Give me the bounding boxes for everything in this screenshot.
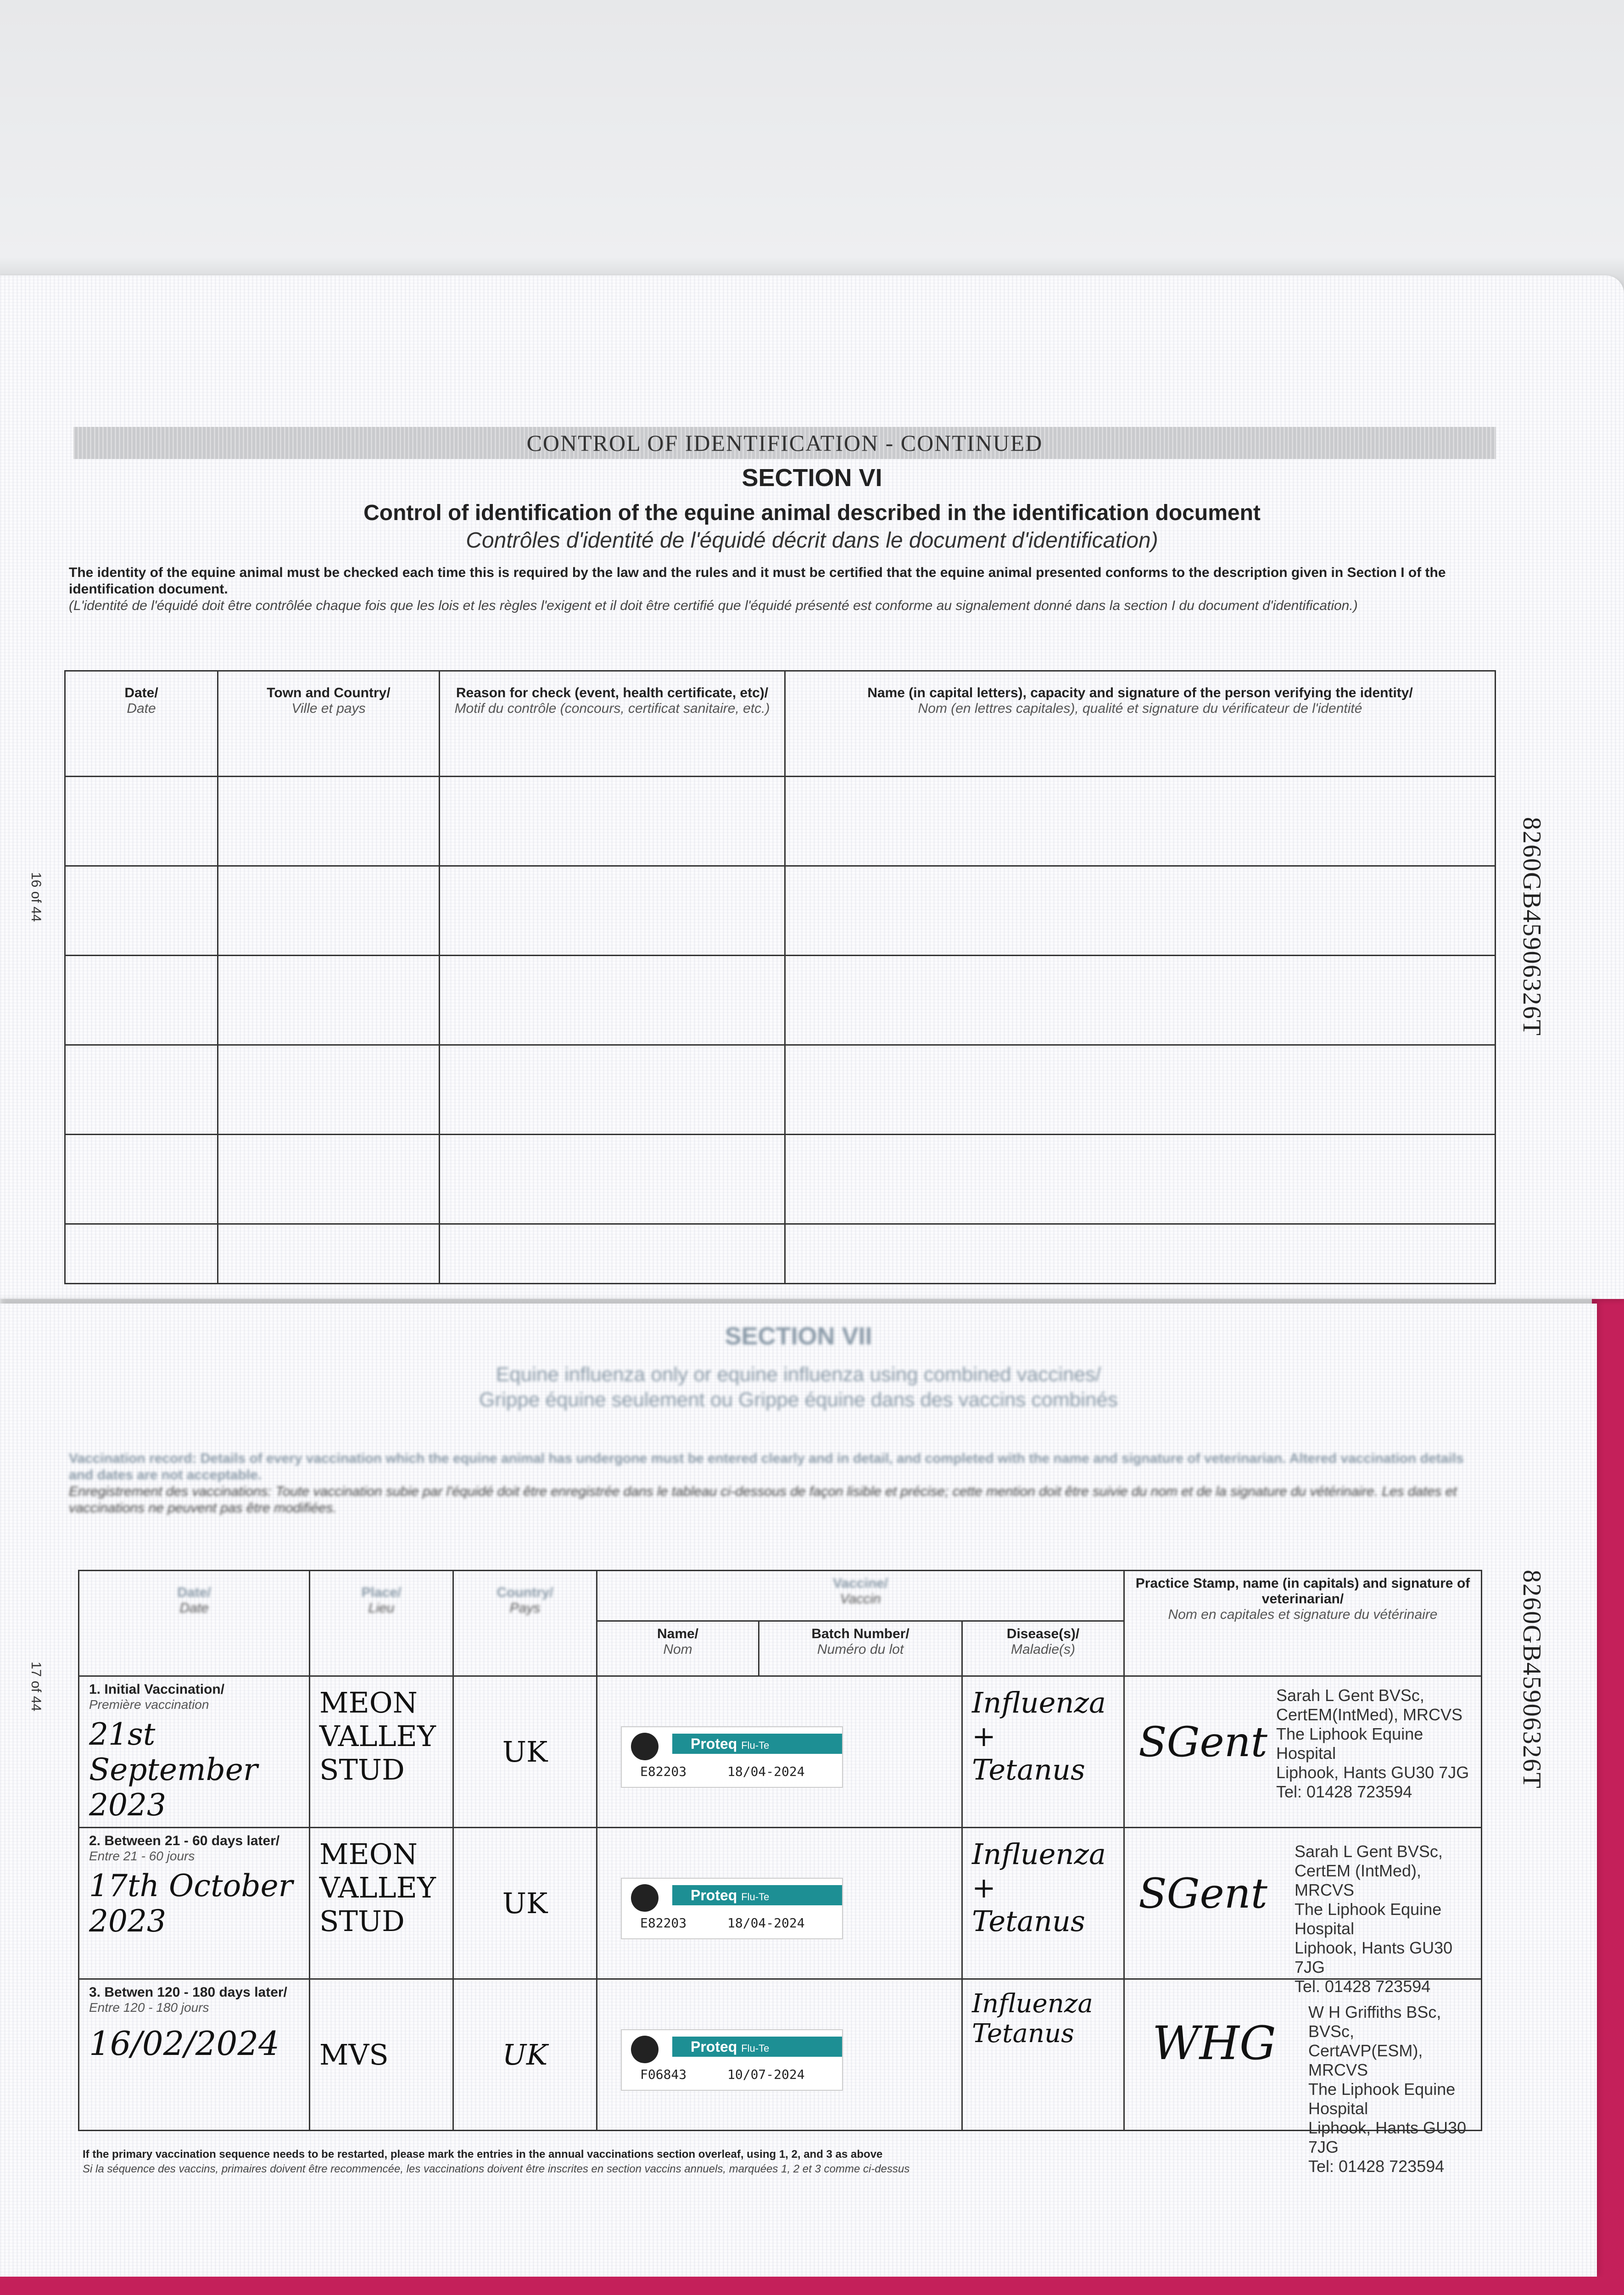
vet-signature: WHG [1152, 2016, 1276, 2070]
page-number: 17 of 44 [28, 1662, 44, 1712]
col-vaccine: Vaccine/ Vaccin [597, 1571, 1124, 1621]
table-row [65, 1045, 1496, 1135]
col-date: Date/ Date [65, 671, 218, 777]
vaccine-sticker: Proteq Flu-Te E82203 18/04-2024 [621, 1726, 843, 1788]
handwritten-disease: Influenza + Tetanus [962, 1676, 1124, 1828]
page-title-fr: Contrôles d'identité de l'équidé décrit dans le document d'identification) [466, 528, 1158, 553]
vet-signature: SGent [1138, 1718, 1267, 1766]
col-town-country: Town and Country/ Ville et pays [218, 671, 440, 777]
col-batch: Batch Number/ Numéro du lot [759, 1621, 962, 1676]
vaccination-date-cell: 2. Between 21 - 60 days later/ Entre 21 - 60 jours 17th October 2023 [79, 1828, 310, 1979]
instructions-en: The identity of the equine animal must be checked each time this is required by the law and the rules and it must be certified that the equine animal presented conforms to the description given in Section I of the identification document. [69, 565, 1446, 597]
table-row [65, 866, 1496, 956]
table-row [79, 1676, 1482, 1828]
col-date: Date/ Date [79, 1571, 310, 1676]
vaccine-sticker: Proteq Flu-Te E82203 18/04-2024 [621, 1878, 843, 1939]
footer-note-fr: Si la séquence des vaccins, primaires doivent être recommencée, les vaccinations doivent être inscrites en section vaccins annuels, marquées 1, 2 et 3 comme ci-dessus [83, 2163, 910, 2175]
side-identifier: 8260GB45906326T [1518, 1570, 1546, 1789]
handwritten-place: MEON VALLEY STUD [310, 1828, 453, 1979]
vaccine-sticker-cell [597, 1676, 962, 1828]
vaccine-sticker: Proteq Flu-Te F06843 10/07-2024 [621, 2029, 843, 2091]
col-place: Place/ Lieu [310, 1571, 453, 1676]
batch-number: F06843 [640, 2066, 687, 2082]
expiry-date: 18/04-2024 [727, 1763, 805, 1779]
expiry-date: 18/04-2024 [727, 1915, 805, 1931]
identification-check-table [64, 670, 1496, 1284]
handwritten-disease: Influenza + Tetanus [962, 1828, 1124, 1979]
side-identifier: 8260GB45906326T [1518, 817, 1546, 1036]
handwritten-country: UK [453, 1828, 597, 1979]
col-disease: Disease(s)/ Maladie(s) [962, 1621, 1124, 1676]
instructions-fr: (L'identité de l'équidé doit être contrôlée chaque fois que les lois et les règles l'exigent et il doit être certifié que l'équidé présenté est conforme au signalement donné dans la section I du document d'identification.) [69, 598, 1358, 613]
handwritten-country: UK [453, 1676, 597, 1828]
vaccination-date-cell: 3. Betwen 120 - 180 days later/ Entre 120 - 180 jours 16/02/2024 [79, 1979, 310, 2131]
batch-number: E82203 [640, 1915, 687, 1931]
passport-cover-edge [0, 2277, 1624, 2295]
table-row [65, 777, 1496, 866]
handwritten-place: MVS [310, 1979, 453, 2131]
table-row [65, 1224, 1496, 1284]
bottom-page [0, 1304, 1597, 2279]
instructions: Vaccination record: Details of every vaccination which the equine animal has undergone must be entered clearly and in detail, and completed with the name and signature of veterinarian. Altered vaccination details and dates are not acceptable. Enregistrement des vaccinations: Toute vaccination subie par l'équidé doit être enregistrée dans le tableau ci-dessous de façon lisible et précise; cette mention doit être suivie du nom et de la signature du vétérinaire. Les dates et vaccinations ne peuvent pas être modifiées. [69, 1451, 1464, 1516]
vaccine-logo-icon [631, 1884, 659, 1912]
col-reason: Reason for check (event, health certificate, etc)/ Motif du contrôle (concours, certificat sanitaire, etc.) [440, 671, 785, 777]
vaccination-date-cell: 1. Initial Vaccination/ Première vaccination 21st September 2023 [79, 1676, 310, 1828]
table-row [65, 956, 1496, 1045]
col-country: Country/ Pays [453, 1571, 597, 1676]
vaccine-sticker-cell [597, 1979, 962, 2131]
vaccine-sticker-cell [597, 1828, 962, 1979]
handwritten-date: 16/02/2024 [89, 2024, 279, 2063]
batch-number: E82203 [640, 1763, 687, 1779]
stamp-cell [1124, 1979, 1482, 2176]
footer-note-en: If the primary vaccination sequence needs to be restarted, please mark the entries in the annual vaccinations section overleaf, using 1, 2, and 3 as above [83, 2148, 883, 2161]
practice-stamp: Sarah L Gent BVSc, CertEM (IntMed), MRCVS The Liphook Equine Hospital Liphook, Hants GU30 7JG Tel. 01428 723594 [1295, 1842, 1453, 1996]
handwritten-date: 17th October 2023 [89, 1868, 293, 1939]
expiry-date: 10/07-2024 [727, 2066, 805, 2082]
col-verifier: Name (in capital letters), capacity and signature of the person verifying the identity/ Nom (en lettres capitales), qualité et signature du vérificateur de l'identité [785, 671, 1496, 777]
page-number: 16 of 44 [28, 872, 44, 922]
page-title-fr: Grippe équine seulement ou Grippe équine dans des vaccins combinés [479, 1388, 1118, 1411]
table-row [79, 1979, 1482, 2131]
stamp-cell [1124, 1676, 1482, 1828]
handwritten-date: 21st September 2023 [89, 1717, 258, 1823]
practice-stamp: W H Griffiths BSc, BVSc, CertAVP(ESM), MRCVS The Liphook Equine Hospital Liphook, Hants GU30 7JG Tel: 01428 723594 [1308, 2003, 1467, 2176]
section-banner: CONTROL OF IDENTIFICATION - CONTINUED [73, 427, 1496, 459]
section-title: SECTION VI [742, 464, 882, 492]
instructions [69, 565, 1482, 614]
top-page [0, 275, 1624, 1299]
stamp-cell [1124, 1828, 1482, 1996]
practice-stamp: Sarah L Gent BVSc, CertEM(IntMed), MRCVS The Liphook Equine Hospital Liphook, Hants GU30 7JG Tel: 01428 723594 [1276, 1686, 1469, 1801]
table-row [79, 1828, 1482, 1979]
vet-signature: SGent [1138, 1870, 1267, 1918]
section-title: SECTION VII [725, 1322, 872, 1350]
vaccine-logo-icon [631, 2036, 659, 2063]
handwritten-place: MEON VALLEY STUD [310, 1676, 453, 1828]
page-title-en: Control of identification of the equine animal described in the identification document [363, 501, 1261, 525]
vaccine-logo-icon [631, 1733, 659, 1760]
page-title-en: Equine influenza only or equine influenza using combined vaccines/ [496, 1363, 1101, 1386]
col-stamp: Practice Stamp, name (in capitals) and signature of veterinarian/ Nom en capitales et signature du vétérinaire [1124, 1571, 1482, 1676]
handwritten-disease: Influenza Tetanus [962, 1979, 1124, 2131]
handwritten-country: UK [453, 1979, 597, 2131]
col-vaccine-name: Name/ Nom [597, 1621, 759, 1676]
table-row [65, 1135, 1496, 1224]
